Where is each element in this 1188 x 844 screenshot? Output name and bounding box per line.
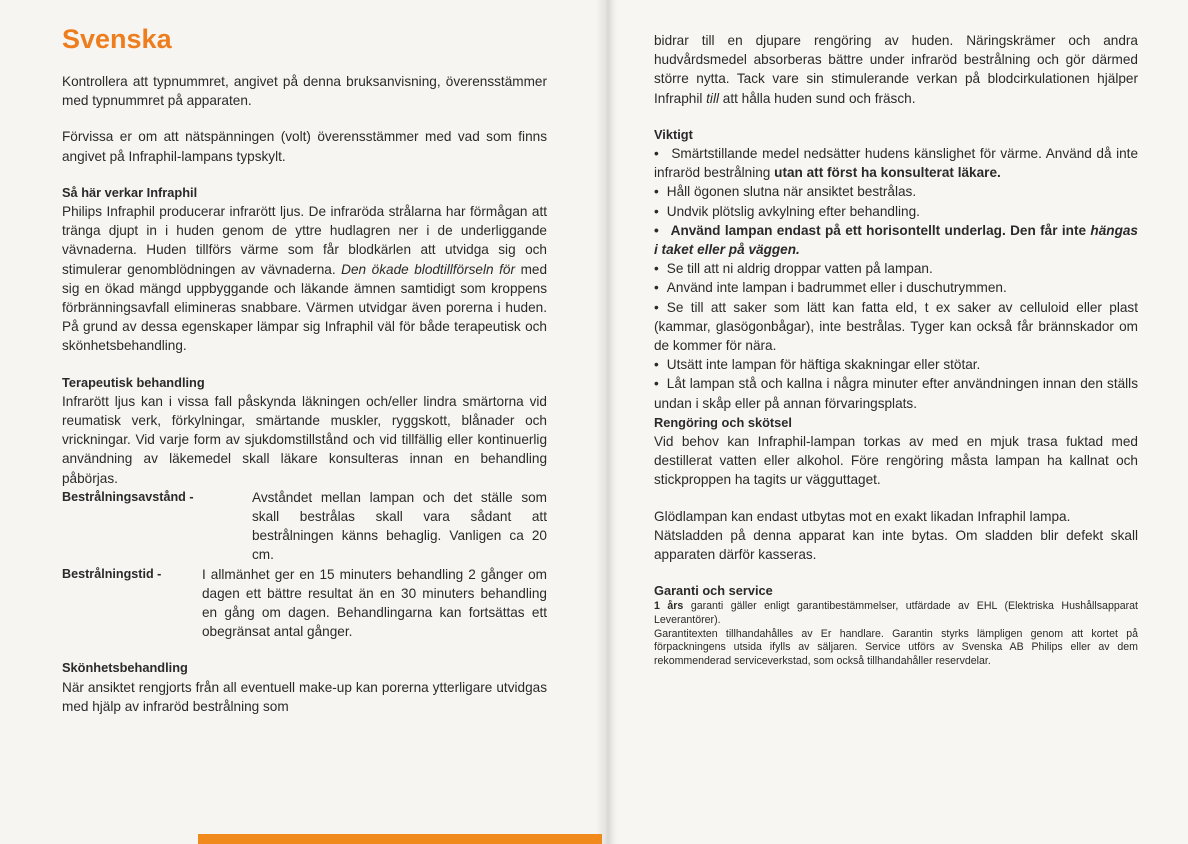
paragraph-continued [654,31,1138,108]
how-text-a: Philips Infraphil producerar infrarött ljus. De infraröda strålarna har förmågan att tränga djupt in i huden genom de yttre hudlagren ner i de underliggande vävnaderna. Huden tillförs värme som får blodkärlen att utvidga sig och stimulerar genomblödningen av vävnaderna. [62,204,547,277]
row-irradiation-distance [62,488,547,565]
paragraph-cleaning: Vid behov kan Infraphil-lampan torkas av med en mjuk trasa fuktad med destillerat vatten eller alkohol. Före rengöring måsta lampan ha kallnat och stickproppen ha tagits ur vägguttaget. [654,434,1138,488]
bullet-no-bathroom: • Använd inte lampan i badrummet eller i duschutrymmen. [654,278,1138,297]
warranty-paragraph-2: Garantitexten tillhandahålles av Er handlare. Garantin styrks lämpligen genom att kortet på förpackningens utsida ifylls av säljaren. Service utförs av Svenska AB Philips eller av dem rekommenderad serviceverkstad, som också tillhandahåller reservdelar. [654,627,1138,667]
page-fold-shadow [596,0,618,844]
bullet-painkillers [654,144,1138,182]
paragraph-mains-cord: Nätsladden på denna apparat kan inte bytas. Om sladden blir defekt skall apparaten därför kasseras. [654,527,1138,563]
left-column [62,22,547,716]
bullet-flammables: • Se till att saker som lätt kan fatta eld, t ex saker av celluloid eller plast (kammar, glasögonbågar), inte bestrålas. Tyger kan också får brännskador om de kommer för nära. [654,298,1138,356]
bullet-painkillers-emphasis: utan att först ha konsulterat läkare. [774,165,1001,181]
bullet-painkillers-text: Smärtstillande medel nedsätter hudens känslighet för värme. Använd då inte infraröd bestrålning [654,146,1139,181]
heading-how-it-works: Så här verkar Infraphil [62,184,198,200]
heading-warranty: Garanti och service [654,583,773,599]
continued-text-b: att hålla huden sund och fräsch. [722,90,916,106]
continued-text-a: bidrar till en djupare rengöring av huden. Näringskrämer och andra hudvårdsmedel absorberas bättre under infraröd bestrålning och gör därmed större nytta. Tack vare sin stimulerande verkan på blodcirkulationen hjälper Infraphil [654,33,1138,106]
paragraph-how-it-works [62,202,547,356]
row-irradiation-time [62,565,547,642]
bullet-horizontal-emphasis: hängas i taket eller på väggen. [654,222,1138,258]
warranty-terms: garanti gäller enligt garantibestämmelser, utfärdade av EHL (Elektriska Hushållsapparat Leverantörer). [654,600,1138,627]
page-title: Svenska [62,24,172,54]
heading-cleaning: Rengöring och skötsel [654,414,792,430]
heading-beauty-treatment: Skönhetsbehandling [62,660,188,676]
bullet-no-water: • Se till att ni aldrig droppar vatten på lampan. [654,259,1138,278]
continued-text-till: till [706,90,719,106]
how-text-c: med sig en ökad mängd uppbyggande och läkande ämnen samtidigt som kroppens förbränningsavfall elimineras snabbare. Värmen utvidgar även porerna i huden. På grund av dessa egenskaper lämpar sig Infraphil väl för både terapeutisk och skönhetsbehandling. [62,261,548,354]
paragraph-beauty-treatment: När ansiktet rengjorts från all eventuell make-up kan porerna ytterligare utvidgas med hjälp av infraröd bestrålning som [62,679,547,714]
warranty-paragraph-1 [654,600,1138,627]
warranty-year: 1 års [654,600,684,613]
orange-edge-strip [198,834,602,844]
heading-therapeutic-treatment: Terapeutisk behandling [62,374,205,390]
text-irradiation-time: I allmänhet ger en 15 minuters behandling 2 gånger om dagen ett bättre resultat än en 30 minuters behandling en gång om dagen. Behandlingarna kan fortsättas ett obegränsat antal gånger. [202,566,547,640]
bullet-horizontal-surface [654,221,1138,259]
heading-important: Viktigt [654,126,693,142]
bullet-cool-down: • Låt lampan stå och kallna i några minuter efter användningen innan den ställs undan i skåp eller på annan förvaringsplats. [654,374,1138,412]
paragraph-bulb-replacement: Glödlampan kan endast utbytas mot en exakt likadan Infraphil lampa. [654,508,1071,524]
paragraph-therapeutic-treatment: Infrarött ljus kan i vissa fall påskynda läkningen och/eller lindra smärtorna vid reumatisk verk, förkylningar, smärtande muskler, ryggskott, blånader och vrickningar. Vid varje form av sjukdomstillstånd och vid tillfällig eller kontinuerlig användning av läkemedel skall läkare konsulteras innan en behandling påbörjas. [62,393,547,486]
intro-paragraph-voltage: Förvissa er om att nätspänningen (volt) överensstämmer med vad som finns angivet på Infraphil-lampans typskylt. [62,129,547,164]
how-text-b: Den ökade blodtillförseln för [341,261,515,277]
bullet-no-shocks: • Utsätt inte lampan för häftiga skakningar eller stötar. [654,355,1138,374]
text-irradiation-distance: Avståndet mellan lampan och det ställe som skall bestrålas skall vara sådant att bestrålningen känns behaglig. Vanligen ca 20 cm. [252,489,547,563]
right-column [654,31,1138,668]
bullet-avoid-cooling: • Undvik plötslig avkylning efter behandling. [654,202,1138,221]
intro-paragraph-type-number: Kontrollera att typnummret, angivet på denna bruksanvisning, överensstämmer med typnummret på apparaten. [62,74,547,109]
bullet-horizontal-text: Använd lampan endast på ett horisontellt underlag. Den får inte [670,222,1087,238]
bullet-eyes-closed: • Håll ögonen slutna när ansiktet bestrålas. [654,182,1138,201]
label-irradiation-distance: Bestrålningsavstånd - [62,489,194,504]
label-irradiation-time: Bestrålningstid - [62,566,162,581]
